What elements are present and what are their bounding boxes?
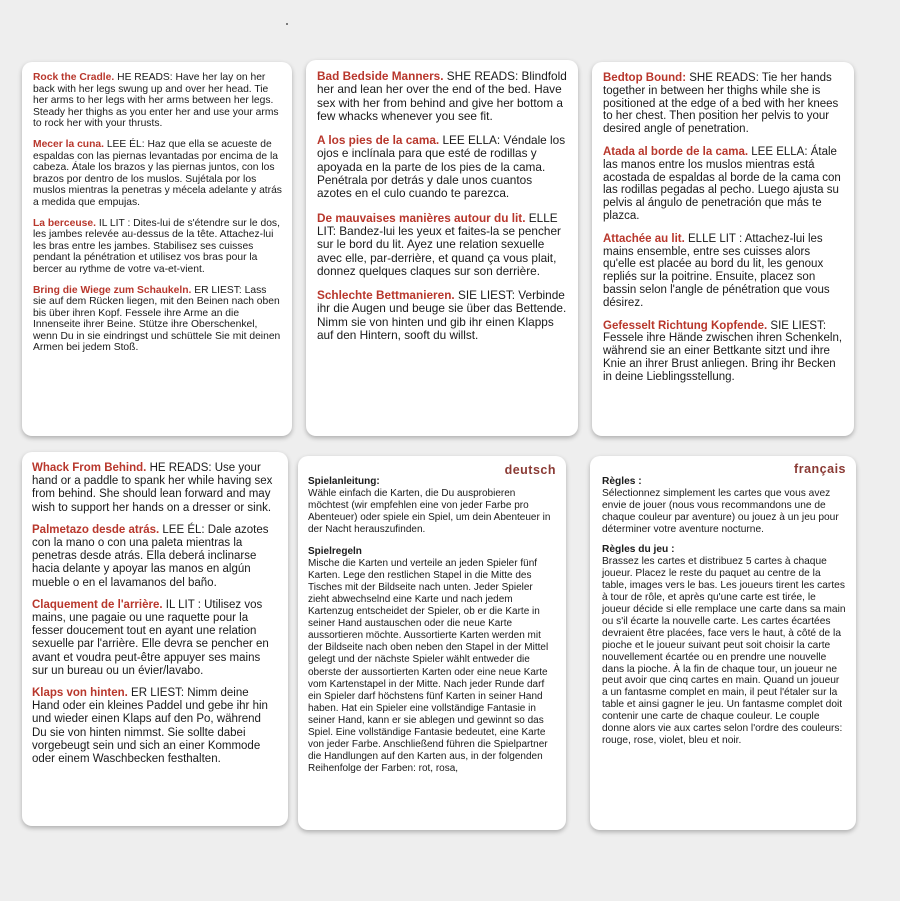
entry-title: Bedtop Bound:	[603, 72, 687, 84]
entry-text: SHE READS: Tie her hands together in between her thighs while she is positioned at the edge of a bed with her knees to her chest. Then position her pelvis to your desired angle of penetration.	[603, 72, 839, 136]
entry-title: Mecer la cuna.	[33, 138, 104, 150]
entry-text: IL LIT : Dites-lui de s'étendre sur le dos, les jambes relevée au-dessus de la tête. Attachez-lui les bras entre les jambes. Stabilisez ses cuisses pendant la pénétration et utilisez vos bras pour la bercer au rythme de votre va-et-vient.	[33, 217, 280, 275]
entry-title: De mauvaises manières autour du lit.	[317, 210, 526, 225]
rules-text: Brassez les cartes et distribuez 5 cartes à chaque joueur. Placez le reste du paquet au centre de la table, images vers le bas. Les joueurs tirent les cartes à tour de rôle, et après qu'une carte est tirée, le joueur décide si elle remplace une carte dans sa main ou s'il écarte la nouvelle carte. Les cartes écartées devraient être placées, face vers le haut, à côté de la pioche et le joueur suivant peut soit choisir la carte nouvellement écartée ou en prendre une nouvelle dans la pioche. À la fin de chaque tour, un joueur ne peut avoir que cinq cartes en main. Quand un joueur a un fantasme complet en main, il peut l'étaler sur la table et ainsi gagner le jeu. Un fantasme complet doit contenir une carte de chaque couleur. Le couple donne alors vie aux cartes selon l'ordre des couleurs: rouge, rose, violet, bleu et noir.	[602, 556, 846, 746]
entry-text: ER LIEST: Lass sie auf dem Rücken liegen, mit den Beinen nach oben bis über ihren Kopf. Fessele ihre Arme an die Innenseite ihrer Beine. Stütze ihre Oberschenkel, wenn Du in sie eindringst und schüttele Sie mit deinen Armen bei jedem Stoß.	[33, 284, 281, 354]
entry-title: Claquement de l'arrière.	[32, 598, 163, 611]
entry-title: La berceuse.	[33, 217, 96, 229]
entry-german	[603, 320, 844, 384]
entry-german	[32, 687, 278, 766]
entry-title: Palmetazo desde atrás.	[32, 523, 160, 536]
card-rock-the-cradle	[22, 62, 292, 436]
entry-text: ELLE LIT : Attachez-lui les mains ensemble, entre ses cuisses alors qu'elle est placée au bord du lit, les genoux repliés sur la poitrine. Ensuite, placez son bassin selon l'angle de pénétration que vous désirez.	[603, 232, 830, 309]
entry-text: ELLE LIT: Bandez-lui les yeux et faites-la se pencher sur le bord du lit. Ayez une relation sexuelle avec elle, par-derrière, et quand ça vous plait, donnez quelques claques sur son derrière.	[317, 210, 561, 278]
entry-title: Atada al borde de la cama.	[603, 145, 749, 158]
rules-heading: Règles du jeu :	[602, 544, 675, 556]
entry-spanish	[317, 134, 568, 200]
rules-section	[308, 476, 556, 536]
rules-heading: Spielanleitung:	[308, 476, 380, 488]
card-whack-from-behind	[22, 452, 288, 826]
entry-spanish	[32, 524, 278, 590]
rules-text: Mische die Karten und verteile an jeden Spieler fünf Karten. Lege den restlichen Stapel in die Mitte des Tisches mit der Bildseite nach unten. Jeder Spieler zieht abwechselnd eine Karte und nach jedem Kartenzug entscheidet der Spieler, ob er die Karte in seiner Hand austauschen oder die neue Karte aussortieren möchte. Aussortierte Karten werden mit der Bildseite nach oben neben den Stapel in der Mittel gelegt und der nächste Spieler wählt entweder die oberste der aussortierten Karten oder eine neue Karte vom Kartenstapel in der Mitte. Nach jeder Runde darf ein Spieler darf höchstens fünf Karten in seiner Hand haben. Hat ein Spieler eine vollständige Fantasie in seiner Hand, kann er sie ablegen und gewinnt so das Spiel. Eine vollständige Fantasie bedeutet, eine Karte von jeder Farbe. Anschließend führen die Spielpartner die Handlungen auf den Karten aus, in der folgenden Reihenfolge der Farben: rot, rosa,	[308, 557, 549, 775]
entry-text: LEE ELLA: Átale las manos entre los muslos mientras está acostada de espaldas al borde de la cama con las rodillas pegadas al pecho. Luego ajusta su pelvis al ángulo de penetración que más te plazca.	[603, 145, 841, 222]
rules-heading: Règles :	[602, 475, 642, 487]
entry-french	[603, 233, 844, 310]
card-bad-bedside-manners	[306, 60, 578, 436]
rules-heading: Spielregeln	[308, 545, 362, 557]
entry-english	[32, 462, 278, 515]
entry-french	[32, 599, 278, 678]
entry-title: Rock the Cradle.	[33, 72, 115, 83]
language-label: français	[794, 462, 846, 476]
entry-french	[33, 218, 282, 276]
entry-text: IL LIT : Utilisez vos mains, une pagaie ou une raquette pour la fesser doucement tout en ayant une relation sexuelle par l'arrière. Elle devra se pencher en avant et voudra peut-être appuyer ses mains sur un bureau ou un évier/lavabo.	[32, 598, 269, 677]
entry-title: Attachée au lit.	[603, 232, 685, 245]
rules-section	[308, 546, 556, 776]
card-rules-german	[298, 456, 566, 830]
card-rules-french	[590, 456, 856, 830]
entry-title: Gefesselt Richtung Kopfende.	[603, 319, 768, 332]
entry-french	[317, 212, 568, 278]
entry-text: ER LIEST: Nimm deine Hand oder ein kleines Paddel und gebe ihr hin und wieder einen Klaps auf den Po, während Du sie von hinten nimmst. Sie sollte dabei vorgebeugt sein und sich an einer Kommode oder einem Waschbecken festhalten.	[32, 687, 268, 766]
rules-text: Sélectionnez simplement les cartes que vous avez envie de jouer (nous vous recommandons une de chaque couleur par aventure) ou jouez à un jeu pour déterminer votre aventure nocturne.	[602, 487, 839, 535]
entry-title: Whack From Behind.	[32, 462, 147, 474]
entry-text: HE READS: Have her lay on her back with her legs swung up and over her head. Tie her arms to her legs with her arms between her legs. Steady her thighs as you enter her and use your arms to rock her with your thrusts.	[33, 72, 279, 130]
entry-title: Schlechte Bettmanieren.	[317, 288, 455, 303]
entry-title: Klaps von hinten.	[32, 687, 128, 700]
entry-text: LEE ÉL: Haz que ella se acueste de espaldas con las piernas levantadas por encima de la cabeza. Átale los brazos y las piernas juntos, con los brazos por dentro de los muslos. Sujétala por los muslos mientras la penetras y mécela adelante y atrás a medida que empujas.	[33, 138, 282, 208]
entry-german	[33, 285, 282, 355]
language-label: deutsch	[504, 463, 556, 477]
speck	[286, 23, 288, 25]
entry-spanish	[33, 139, 282, 209]
entry-text: HE READS: Use your hand or a paddle to spank her while having sex from behind. She should lean forward and may wish to support her hands on a dresser or sink.	[32, 462, 273, 514]
entry-title: Bad Bedside Manners.	[317, 69, 444, 83]
entry-spanish	[603, 146, 844, 223]
entry-german	[317, 289, 568, 342]
rules-text: Wähle einfach die Karten, die Du ausprobieren möchtest (wir empfehlen eine von jeder Farbe pro Abenteuer) oder spiele ein Spiel, um dein Abenteuer in der Nacht herauszufinden.	[308, 488, 551, 536]
entry-english	[603, 72, 844, 136]
rules-section	[602, 476, 846, 536]
entry-text: SIE LIEST: Verbinde ihr die Augen und beuge sie über das Bettende. Nimm sie von hinten und gib ihr einen Klapps auf den Hintern, sooft du willst.	[317, 288, 567, 343]
entry-text: LEE ELLA: Véndale los ojos e inclínala para que esté de rodillas y apoyada en la parte de los pies de la cama. Penétrala por detrás y dale unos cuantos azotes en el culo cuando te parezca.	[317, 133, 566, 201]
rules-section	[602, 544, 846, 746]
entry-title: Bring die Wiege zum Schaukeln.	[33, 284, 192, 296]
card-bedtop-bound	[592, 62, 854, 436]
entry-text: SHE READS: Blindfold her and lean her over the end of the bed. Have sex with her from behind and give her bottom a few whacks whenever you see fit.	[317, 69, 567, 123]
entry-text: SIE LIEST: Fessele ihre Hände zwischen ihren Schenkeln, während sie an einer Bettkante sitzt und ihre Knie an ihrer Brust anliegen. Bring ihr Becken in deine Lieblingsstellung.	[603, 319, 843, 383]
entry-english	[317, 70, 568, 123]
entry-text: LEE ÉL: Dale azotes con la mano o con una paleta mientras la penetras desde atrás. Ella deberá inclinarse hacia delante y apoyar las manos en algún mueble o en el lavamanos del baño.	[32, 523, 269, 589]
entry-english	[33, 72, 282, 130]
entry-title: A los pies de la cama.	[317, 133, 440, 148]
